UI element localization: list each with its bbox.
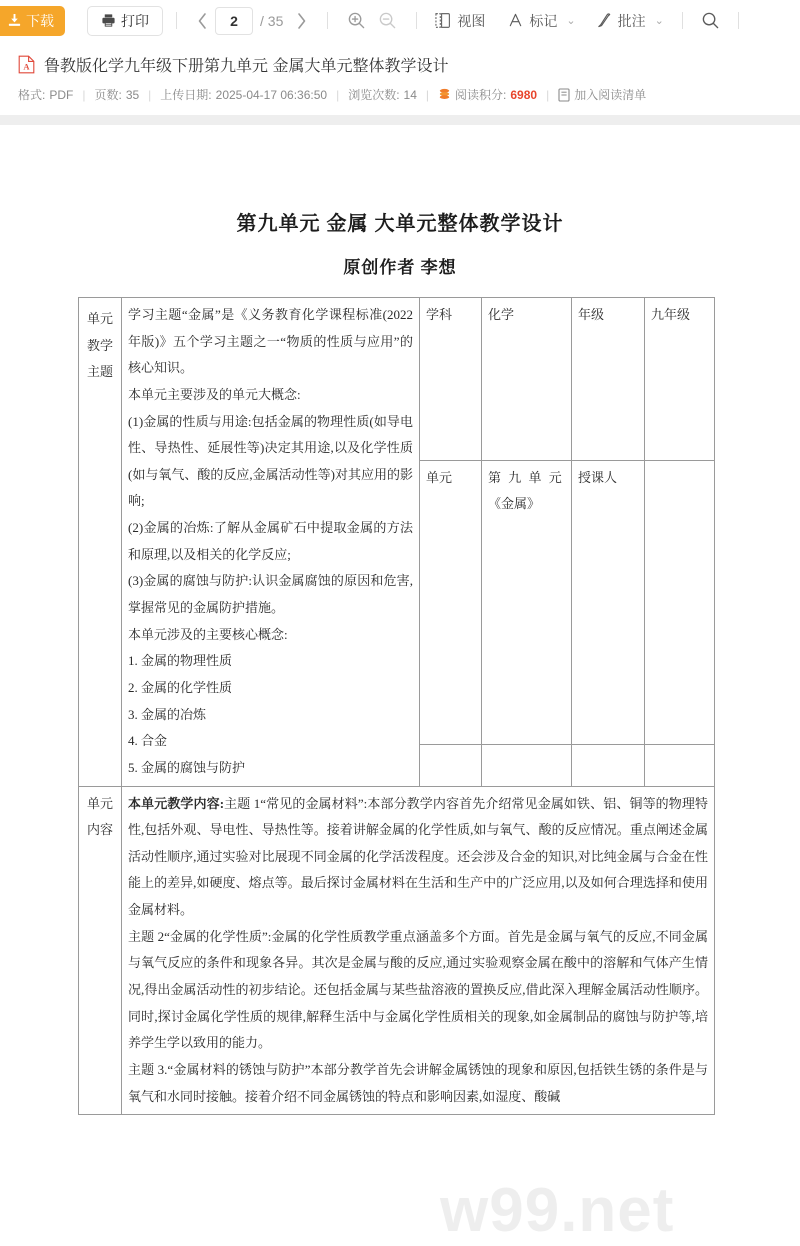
unit-value-line2: 《金属》 bbox=[488, 496, 541, 512]
add-to-readlist-label: 加入阅读清单 bbox=[574, 88, 647, 102]
read-points-value: 6980 bbox=[510, 87, 538, 102]
annotate-label: 批注 bbox=[617, 12, 646, 29]
search-button[interactable] bbox=[696, 11, 725, 30]
prev-page-button[interactable] bbox=[190, 12, 215, 30]
mark-button[interactable] bbox=[502, 11, 580, 31]
cell-teacher-label: 授课人 bbox=[572, 460, 645, 745]
theme-para-9: 4. 合金 bbox=[128, 733, 168, 749]
chevron-down-icon-2[interactable]: ⌄ bbox=[654, 15, 664, 27]
theme-para-8: 3. 金属的冶炼 bbox=[128, 706, 207, 722]
cell-subject-label: 学科 bbox=[420, 298, 482, 461]
annotate-button[interactable] bbox=[591, 11, 669, 31]
page-view-icon bbox=[435, 12, 452, 29]
zoom-out-button[interactable] bbox=[372, 11, 403, 30]
download-icon bbox=[7, 13, 22, 28]
pencil-icon bbox=[596, 12, 613, 29]
cell-blank-4 bbox=[645, 745, 715, 786]
document-info-bar bbox=[0, 41, 800, 109]
cell-grade-label: 年级 bbox=[572, 298, 645, 461]
zoom-in-icon bbox=[347, 11, 366, 30]
theme-para-10: 5. 金属的腐蚀与防护 bbox=[128, 759, 246, 775]
cell-unit-theme-content bbox=[122, 298, 420, 787]
cell-unit-content-label: 单元内容 bbox=[79, 786, 122, 1115]
content-para-1-text: 主题 1“常见的金属材料”:本部分教学内容首先介绍常见金属如铁、铝、铜等的物理特性,包括外观、导电性、导热性等。接着讲解金属的化学性质,如与氧气、酸的反应情况。重点阐述金属活动性顺序,通过实验对比展现不同金属的化学活泼程度。还会涉及合金的知识,对比纯金属与合金在性能上的差异,如硬度、熔点等。最后探讨金属材料在生活和生产中的广泛应用,以及如何合理选择和使用金属材料。 bbox=[128, 795, 708, 918]
zoom-out-icon bbox=[378, 11, 397, 30]
printer-icon bbox=[101, 13, 116, 28]
chevron-down-icon[interactable]: ⌄ bbox=[566, 15, 576, 27]
search-icon bbox=[701, 11, 720, 30]
cell-unit-label: 单元 bbox=[420, 460, 482, 745]
toolbar-divider-3 bbox=[416, 12, 417, 29]
watermark: w99.net bbox=[440, 1176, 675, 1245]
document-title-row bbox=[18, 53, 800, 76]
meta-upload-value: 2025-04-17 06:36:50 bbox=[215, 87, 328, 102]
page-number-value: 2 bbox=[230, 12, 238, 29]
cell-blank-2 bbox=[482, 745, 572, 786]
view-button[interactable] bbox=[430, 11, 490, 31]
cell-unit-value bbox=[482, 460, 572, 745]
table-row bbox=[79, 786, 715, 1115]
page-number-input[interactable] bbox=[215, 7, 253, 35]
document-title: 鲁教版化学九年级下册第九单元 金属大单元整体教学设计 bbox=[44, 58, 449, 75]
cell-subject-value: 化学 bbox=[482, 298, 572, 461]
pdf-file-icon bbox=[18, 55, 35, 74]
meta-upload-label: 上传日期: bbox=[160, 88, 212, 102]
section-separator-band bbox=[0, 115, 800, 125]
meta-format-label: 格式: bbox=[18, 88, 46, 102]
unit-value-line1: 第 九 单 元 bbox=[488, 469, 564, 485]
mark-icon bbox=[507, 12, 524, 29]
meta-pages-value: 35 bbox=[125, 87, 140, 102]
meta-views-label: 浏览次数: bbox=[348, 88, 400, 102]
read-points-item[interactable] bbox=[438, 86, 537, 103]
coins-icon bbox=[438, 88, 451, 101]
cell-teacher-value bbox=[645, 460, 715, 745]
cell-blank-3 bbox=[572, 745, 645, 786]
zoom-in-button[interactable] bbox=[341, 11, 372, 30]
theme-para-2: (1)金属的性质与用途:包括金属的物理性质(如导电性、导热性、延展性等)决定其用途,以及化学性质(如与氧气、酸的反应,金属活动性等)对其应用的影响; bbox=[128, 413, 413, 509]
meta-sep-2: | bbox=[148, 87, 152, 102]
page-total-label: / 35 bbox=[260, 12, 284, 29]
content-para-3: 主题 3.“金属材料的锈蚀与防护”本部分教学首先会讲解金属锈蚀的现象和原因,包括铁生锈的条件是与氧气和水同时接触。接着介绍不同金属锈蚀的特点和影响因素,如湿度、酸碱 bbox=[128, 1061, 708, 1104]
content-para-1 bbox=[128, 791, 708, 924]
booklist-icon bbox=[558, 88, 570, 102]
toolbar-divider-2 bbox=[327, 12, 328, 29]
meta-sep-1: | bbox=[82, 87, 86, 102]
meta-pages-label: 页数: bbox=[94, 88, 122, 102]
content-para-2: 主题 2“金属的化学性质”:金属的化学性质教学重点涵盖多个方面。首先是金属与氧气的反应,不同金属与氧气反应的条件和现象各异。其次是金属与酸的反应,通过实验观察金属在酸中的溶解和气体产生情况,得出金属活动性的初步结论。还包括金属与某些盐溶液的置换反应,借此深入理解金属活动性顺序。同时,探讨金属化学性质的规律,解释生活中与金属化学性质相关的现象,如金属制品的腐蚀与防护等,培养学生学以致用的能力。 bbox=[128, 928, 708, 1051]
page-title: 第九单元 金属 大单元整体教学设计 bbox=[236, 213, 564, 235]
theme-para-4: (3)金属的腐蚀与防护:认识金属腐蚀的原因和危害,掌握常见的金属防护措施。 bbox=[128, 573, 413, 616]
unit-design-table bbox=[78, 297, 715, 1115]
theme-para-5: 本单元涉及的主要核心概念: bbox=[128, 626, 288, 642]
toolbar-divider-1 bbox=[176, 12, 177, 29]
cell-unit-content bbox=[122, 786, 715, 1115]
toolbar-divider-4 bbox=[682, 12, 683, 29]
page-subtitle: 原创作者 李想 bbox=[343, 258, 457, 277]
theme-para-7: 2. 金属的化学性质 bbox=[128, 679, 233, 695]
cell-unit-theme-label: 单元教学主题 bbox=[79, 298, 122, 787]
print-label: 打印 bbox=[121, 12, 149, 29]
pdf-viewer-toolbar bbox=[0, 0, 800, 41]
meta-format-value: PDF bbox=[49, 87, 74, 102]
view-label: 视图 bbox=[457, 12, 486, 29]
theme-para-3: (2)金属的冶炼:了解从金属矿石中提取金属的方法和原理,以及相关的化学反应; bbox=[128, 520, 413, 562]
meta-sep-3: | bbox=[336, 87, 340, 102]
cell-grade-value: 九年级 bbox=[645, 298, 715, 461]
meta-sep-5: | bbox=[546, 87, 550, 102]
next-page-button[interactable] bbox=[289, 12, 314, 30]
theme-para-6: 1. 金属的物理性质 bbox=[128, 653, 233, 669]
toolbar-divider-5 bbox=[738, 12, 739, 29]
download-button[interactable] bbox=[0, 6, 65, 36]
table-row bbox=[79, 298, 715, 461]
download-label: 下载 bbox=[26, 12, 54, 29]
document-meta-row bbox=[18, 86, 800, 103]
read-points-label: 阅读积分: bbox=[455, 88, 507, 102]
cell-blank-1 bbox=[420, 745, 482, 786]
svg-text:A: A bbox=[23, 61, 30, 72]
content-para-1-bold: 本单元教学内容: bbox=[128, 795, 225, 811]
mark-label: 标记 bbox=[529, 12, 558, 29]
meta-sep-4: | bbox=[425, 87, 430, 102]
theme-para-1: 本单元主要涉及的单元大概念: bbox=[128, 386, 301, 402]
theme-para-0: 学习主题“金属”是《义务教育化学课程标准(2022 年版)》五个学习主题之一“物质的性质与应用”的核心知识。 bbox=[128, 307, 413, 376]
pdf-page-canvas bbox=[0, 207, 800, 1245]
print-button[interactable] bbox=[87, 6, 163, 36]
add-to-readlist-button[interactable] bbox=[558, 86, 646, 103]
meta-views-value: 14 bbox=[403, 87, 417, 102]
